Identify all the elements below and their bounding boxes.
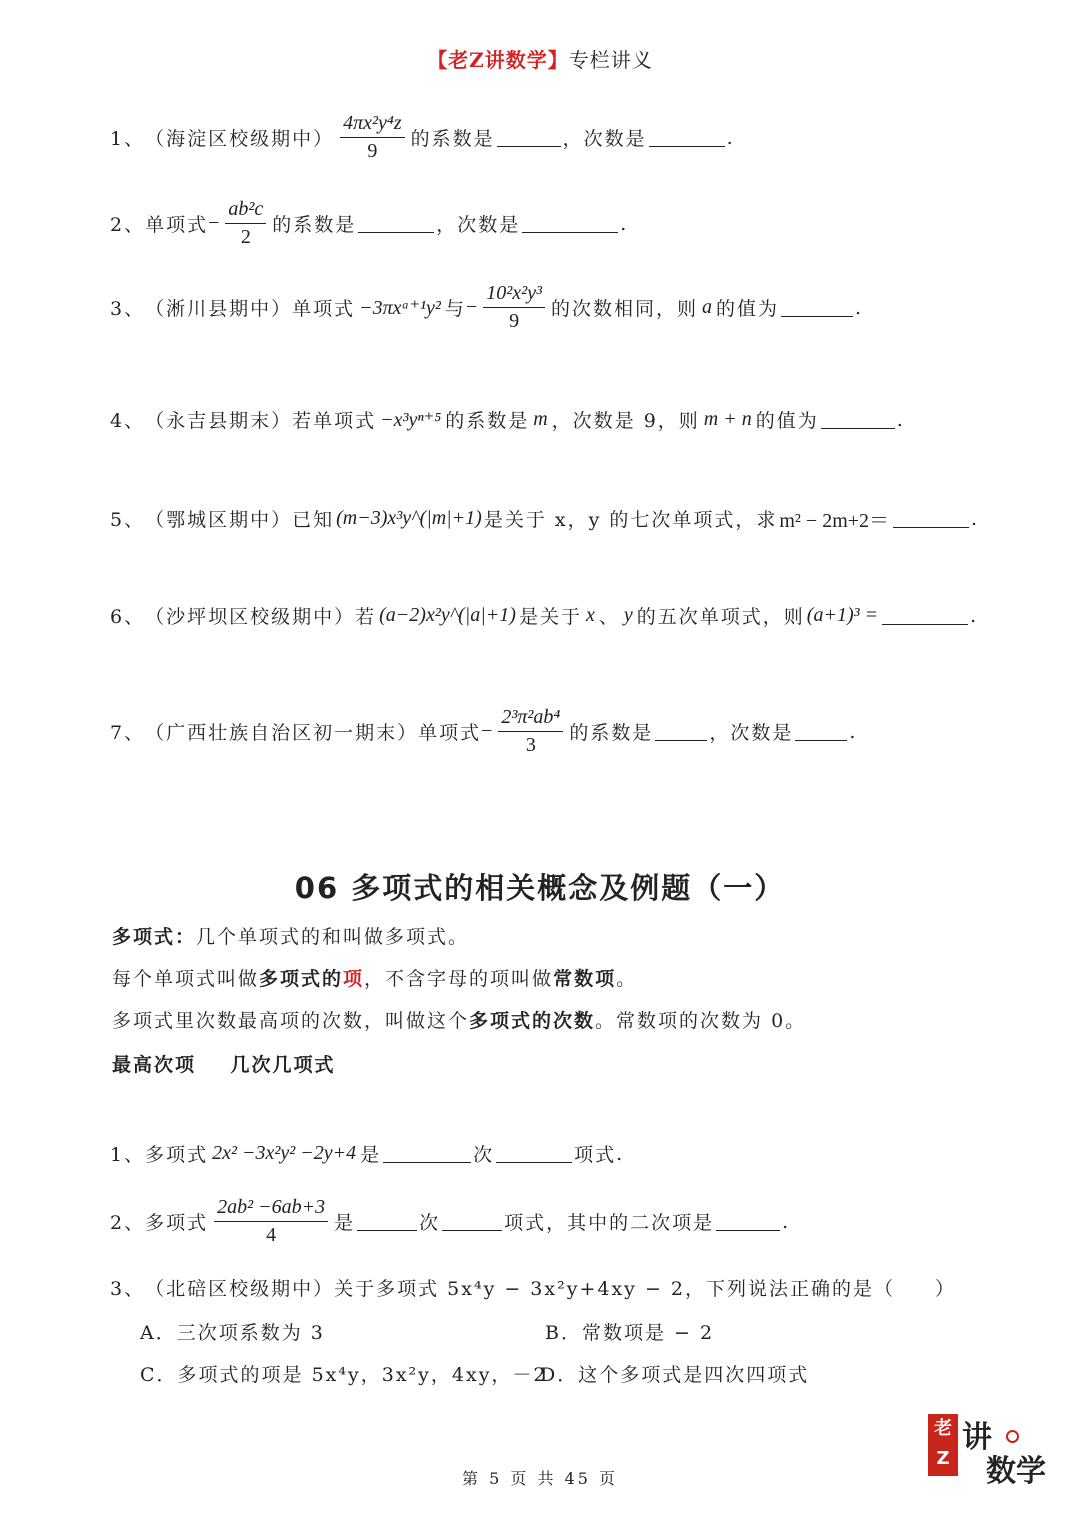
- option-a[interactable]: A．三次项系数为 3: [140, 1322, 325, 1344]
- definition-line: [112, 1006, 806, 1033]
- question-source: （北碚区校级期中）: [145, 1278, 335, 1300]
- definition-line: [112, 964, 637, 991]
- question-text: 关于多项式 5x⁴y − 3x²y+4xy − 2，下列说法正确的是（: [334, 1278, 896, 1300]
- fraction-denominator: 9: [509, 310, 520, 332]
- math-variable: y: [623, 604, 633, 626]
- fraction: [340, 112, 405, 163]
- fraction: [483, 282, 545, 333]
- option-d[interactable]: D．这个多项式是四次四项式: [540, 1364, 810, 1386]
- answer-blank[interactable]: [497, 128, 561, 147]
- question-number: 1、: [110, 1144, 146, 1166]
- fraction-denominator: 2: [240, 226, 251, 248]
- question-text: 的系数是: [272, 214, 357, 236]
- question-a4: [110, 406, 905, 433]
- question-source: （广西壮族自治区初一期末）: [145, 722, 419, 744]
- fraction: [498, 706, 563, 757]
- question-end: .: [620, 212, 629, 235]
- question-number: 2、: [110, 214, 146, 236]
- question-text: 是: [334, 1212, 356, 1234]
- math-expression: (m−3)x³y^(|m|+1): [336, 507, 482, 529]
- question-text: 若: [355, 606, 377, 628]
- question-number: 5、: [110, 509, 146, 531]
- math-expression: −x³yⁿ⁺⁵: [380, 409, 442, 431]
- question-text: ，次数是 9，则: [551, 410, 700, 432]
- question-end: .: [896, 408, 905, 431]
- question-b1: [110, 1140, 624, 1167]
- logo-dot-icon: [1006, 1430, 1019, 1443]
- question-text: 多项式: [145, 1212, 209, 1234]
- answer-blank[interactable]: [383, 1144, 471, 1163]
- definition-line: [112, 922, 469, 949]
- answer-blank[interactable]: [781, 298, 853, 317]
- question-end: .: [855, 296, 864, 319]
- question-text: 单项式: [418, 722, 482, 744]
- fraction-denominator: 4: [266, 1224, 277, 1246]
- page-header: [0, 44, 1080, 73]
- question-text: ，次数是: [562, 128, 647, 150]
- question-end: .: [782, 1210, 791, 1233]
- question-text: ，次数是: [709, 722, 794, 744]
- definition-text: 多项式里次数最高项的次数，叫做这个: [112, 1010, 470, 1032]
- question-number: 2、: [110, 1212, 146, 1234]
- question-text: 的系数是: [410, 128, 495, 150]
- question-text: ，次数是: [436, 214, 521, 236]
- page-footer: 第 5 页 共 45 页: [462, 1469, 618, 1488]
- question-text: 单项式: [145, 214, 209, 236]
- question-end: .: [849, 720, 858, 743]
- question-b3: [110, 1274, 956, 1301]
- answer-blank[interactable]: [893, 509, 969, 528]
- question-text: 的五次单项式，则: [636, 606, 805, 628]
- header-column: 专栏讲义: [568, 48, 653, 72]
- question-text: 多项式: [145, 1144, 209, 1166]
- question-text: 的系数是: [445, 410, 530, 432]
- question-text: 次: [419, 1212, 441, 1234]
- logo-seal-char: Z: [936, 1448, 950, 1469]
- fraction-numerator: 10²x²y³: [483, 282, 545, 308]
- definition-text: ，不含字母的项叫做: [364, 968, 554, 990]
- answer-blank[interactable]: [442, 1212, 502, 1231]
- definition-term: 常数项: [553, 968, 617, 990]
- question-number: 3、: [110, 1278, 146, 1300]
- question-a2: [110, 198, 628, 249]
- question-text: ）: [935, 1278, 957, 1300]
- question-end: .: [726, 126, 735, 149]
- math-variable: x: [585, 604, 595, 626]
- fraction: [214, 1196, 328, 1247]
- question-text: 次: [473, 1144, 495, 1166]
- math-expression: m + n: [703, 408, 752, 430]
- question-end: .: [616, 1142, 625, 1165]
- question-end: .: [970, 604, 979, 627]
- question-text: 是关于: [518, 606, 582, 628]
- math-variable: m: [533, 408, 548, 430]
- math-expression: (a+1)³ =: [806, 604, 879, 626]
- fraction-numerator: 4πx²y⁴z: [340, 112, 405, 138]
- minus-sign: −: [481, 720, 493, 742]
- question-text: 若单项式: [292, 410, 377, 432]
- definition-keywords: 最高次项 几次几项式: [112, 1054, 336, 1076]
- minus-sign: −: [208, 212, 220, 234]
- fraction-numerator: ab²c: [225, 198, 266, 224]
- answer-blank[interactable]: [821, 410, 895, 429]
- question-text: 单项式: [292, 298, 356, 320]
- answer-blank[interactable]: [716, 1212, 780, 1231]
- question-source: （永吉县期末）: [145, 410, 293, 432]
- question-text: 项式: [574, 1144, 617, 1166]
- question-text: 的次数相同，则: [550, 298, 698, 320]
- separator: 、: [598, 606, 620, 628]
- definition-text: 每个单项式叫做: [112, 968, 260, 990]
- definition-text: 。常数项的次数为 0。: [595, 1010, 807, 1032]
- logo-seal-char: 老: [934, 1418, 952, 1439]
- answer-blank[interactable]: [358, 214, 434, 233]
- answer-blank[interactable]: [496, 1144, 572, 1163]
- answer-blank[interactable]: [795, 722, 847, 741]
- fraction-numerator: 2³π²ab⁴: [498, 706, 563, 732]
- question-source: （海淀区校级期中）: [145, 128, 335, 150]
- logo-char-jiang: 讲: [962, 1420, 992, 1455]
- question-text: 与: [444, 298, 466, 320]
- question-text: 是关于 x，y 的七次单项式，求: [483, 509, 778, 531]
- question-a7: [110, 706, 857, 757]
- question-text: 的系数是: [569, 722, 654, 744]
- question-number: 7、: [110, 722, 146, 744]
- section-title: 06 多项式的相关概念及例题（一）: [294, 871, 786, 905]
- answer-blank[interactable]: [882, 606, 968, 625]
- math-expression: 2x² −3x²y² −2y+4: [212, 1142, 357, 1164]
- question-a6: [110, 602, 978, 629]
- question-number: 1、: [110, 128, 146, 150]
- question-a1: [110, 112, 735, 163]
- definition-text: 几个单项式的和叫做多项式。: [196, 926, 470, 948]
- minus-sign: −: [465, 296, 478, 318]
- question-source: （淅川县期中）: [145, 298, 293, 320]
- option-b[interactable]: B．常数项是 − 2: [545, 1322, 715, 1344]
- definition-text: 。: [616, 968, 638, 990]
- question-text: 已知: [292, 509, 335, 531]
- question-number: 3、: [110, 298, 146, 320]
- answer-blank[interactable]: [522, 214, 618, 233]
- question-end: .: [971, 507, 980, 530]
- math-expression: m² − 2m+2＝: [779, 510, 890, 532]
- math-expression: −3πxᵃ⁺¹y²: [359, 297, 441, 319]
- question-source: （鄂城区期中）: [145, 509, 293, 531]
- answer-blank[interactable]: [357, 1212, 417, 1231]
- question-text: 是: [360, 1144, 382, 1166]
- math-variable: a: [701, 296, 712, 318]
- question-a3: [110, 282, 863, 333]
- option-c[interactable]: C．多项式的项是 5x⁴y，3x²y，4xy，－2: [140, 1364, 548, 1386]
- question-a5: [110, 504, 979, 533]
- question-b2: [110, 1196, 790, 1247]
- fraction: [225, 198, 266, 249]
- answer-blank[interactable]: [649, 128, 725, 147]
- definition-highlight: 项: [343, 968, 365, 990]
- fraction-numerator: 2ab² −6ab+3: [214, 1196, 328, 1222]
- logo-char-shuxue: 数学: [986, 1454, 1046, 1489]
- answer-blank[interactable]: [655, 722, 707, 741]
- question-text: 项式，其中的二次项是: [504, 1212, 715, 1234]
- definition-term: 多项式：: [112, 926, 197, 948]
- definition-term: 多项式的次数: [469, 1010, 596, 1032]
- question-text: 的值为: [755, 410, 819, 432]
- header-brand: 【老Z讲数学】: [427, 48, 569, 72]
- question-text: 的值为: [715, 298, 779, 320]
- fraction-denominator: 3: [525, 734, 536, 756]
- fraction-denominator: 9: [367, 140, 378, 162]
- math-expression: (a−2)x²y^(|a|+1): [379, 604, 516, 626]
- definition-term: 多项式的: [259, 968, 344, 990]
- question-source: （沙坪坝区校级期中）: [145, 606, 356, 628]
- question-number: 4、: [110, 410, 146, 432]
- question-number: 6、: [110, 606, 146, 628]
